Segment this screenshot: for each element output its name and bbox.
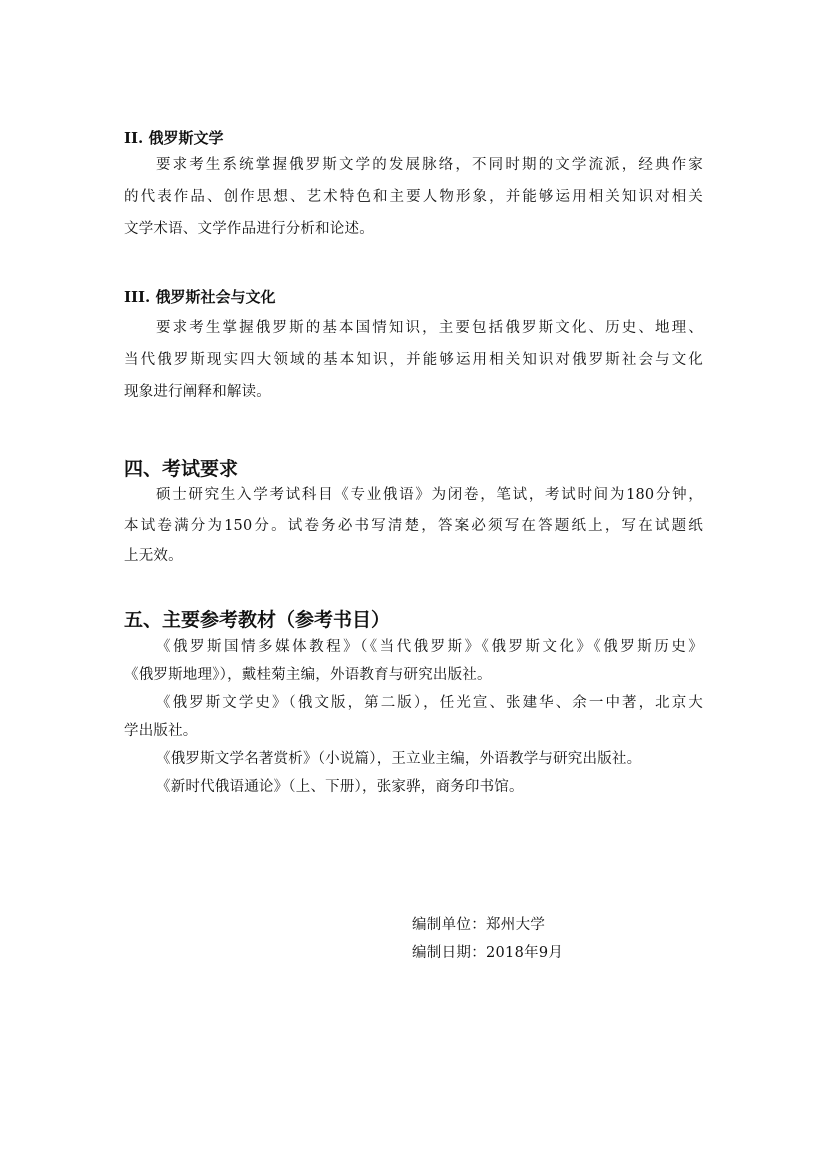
reference-line: 《俄罗斯地理》），戴桂菊主编，外语教育与研究出版社。 xyxy=(124,667,492,683)
paragraph-line: 上无效。 xyxy=(124,548,183,564)
compiling-unit: 编制单位：郑州大学 xyxy=(412,917,546,933)
reference-line: 《俄罗斯文学名著赏析》（小说篇），王立业主编，外语教学与研究出版社。 xyxy=(156,751,642,767)
reference-line: 学出版社。 xyxy=(124,723,198,739)
section-heading-russian-literature: II. 俄罗斯文学 xyxy=(124,129,224,147)
paragraph-line: 本试卷满分为150分。试卷务必书写清楚，答案必须写在答题纸上，写在试题纸 xyxy=(124,518,703,534)
paragraph-line: 要求考生掌握俄罗斯的基本国情知识，主要包括俄罗斯文化、历史、地理、 xyxy=(156,320,703,336)
section-heading-exam-requirements: 四、考试要求 xyxy=(124,458,239,480)
reference-line: 《俄罗斯国情多媒体教程》（《当代俄罗斯》《俄罗斯文化》《俄罗斯历史》 xyxy=(156,639,703,655)
paragraph-line: 文学术语、文学作品进行分析和论述。 xyxy=(124,221,374,237)
paragraph-line: 当代俄罗斯现实四大领域的基本知识，并能够运用相关知识对俄罗斯社会与文化 xyxy=(124,352,703,368)
paragraph-line: 硕士研究生入学考试科目《专业俄语》为闭卷，笔试，考试时间为180分钟， xyxy=(156,487,703,503)
compiling-date: 编制日期：2018年9月 xyxy=(412,945,564,961)
paragraph-line: 要求考生系统掌握俄罗斯文学的发展脉络，不同时期的文学流派，经典作家 xyxy=(156,157,703,173)
section-heading-reference-books: 五、主要参考教材（参考书目） xyxy=(124,609,391,631)
paragraph-line: 的代表作品、创作思想、艺术特色和主要人物形象，并能够运用相关知识对相关 xyxy=(124,189,703,205)
section-heading-russian-society-culture: III. 俄罗斯社会与文化 xyxy=(124,288,276,306)
reference-line: 《俄罗斯文学史》（俄文版，第二版），任光宣、张建华、余一中著，北京大 xyxy=(156,695,703,711)
reference-line: 《新时代俄语通论》（上、下册），张家骅，商务印书馆。 xyxy=(156,779,524,795)
paragraph-line: 现象进行阐释和解读。 xyxy=(124,384,271,400)
